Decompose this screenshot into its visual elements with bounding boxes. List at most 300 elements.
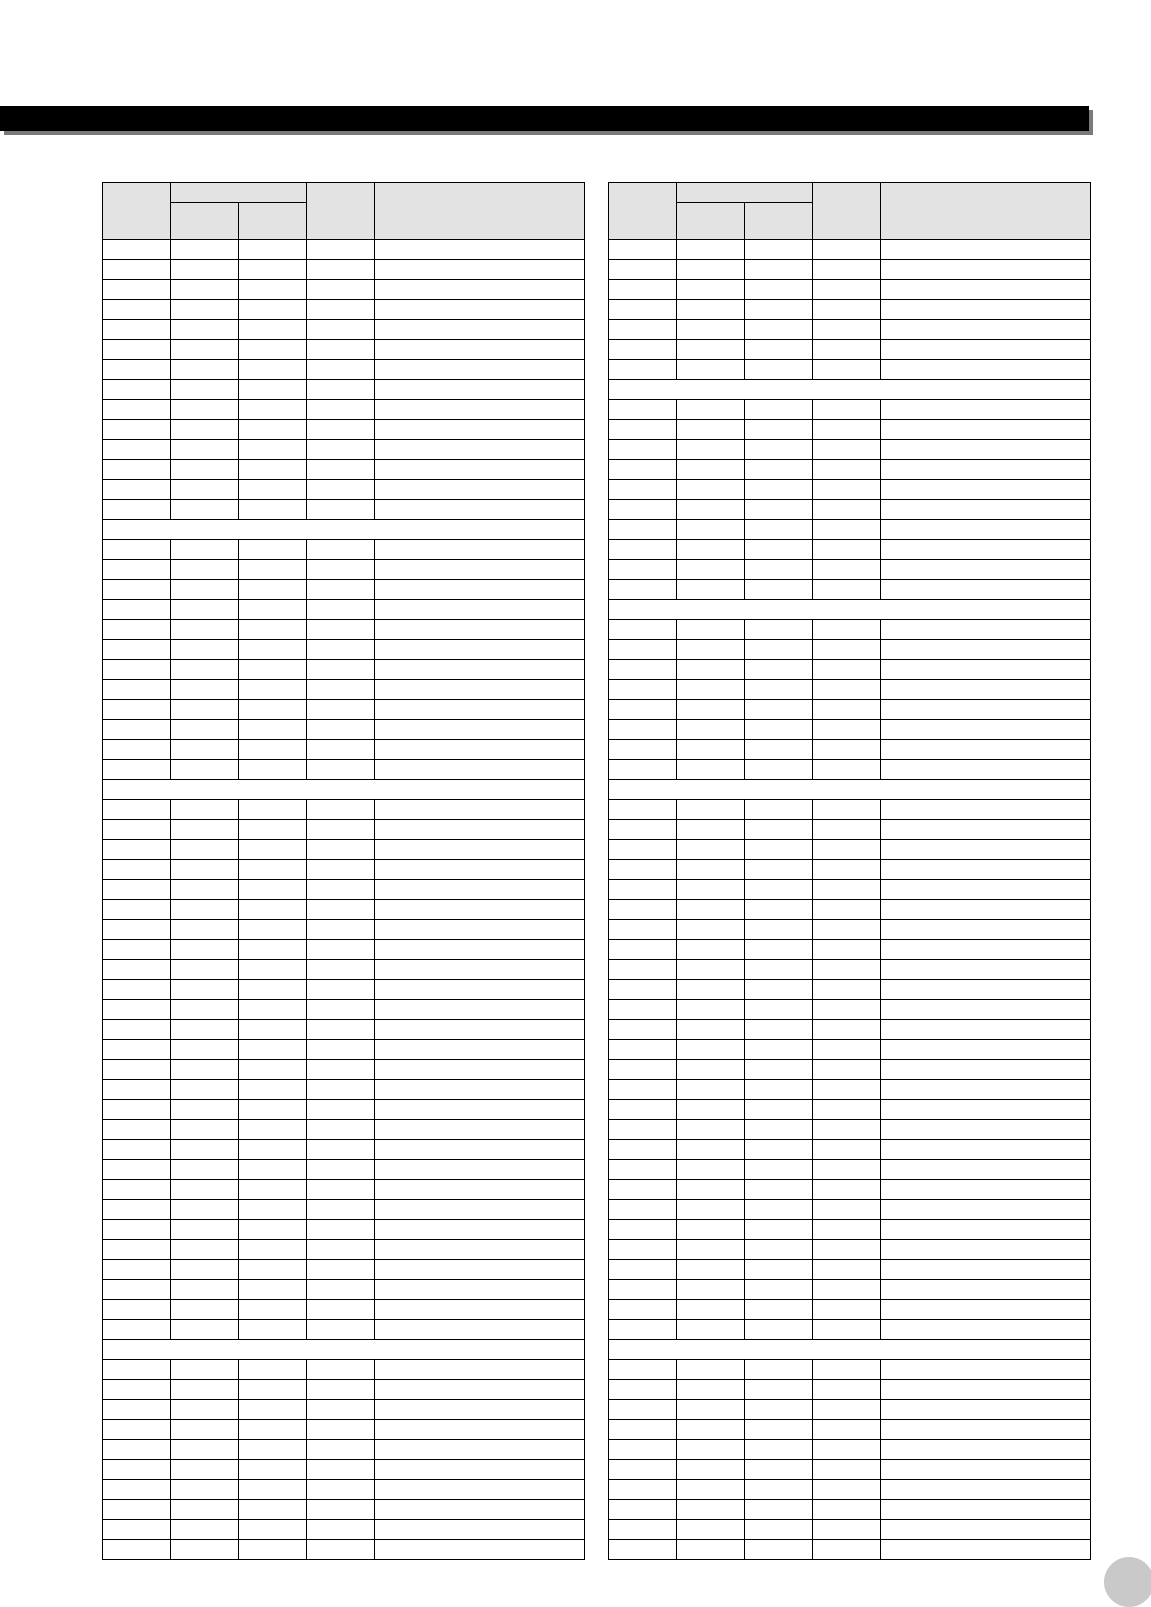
cell-program-change [813, 1480, 881, 1500]
cell-msb [171, 1060, 239, 1080]
table-row [103, 1420, 585, 1440]
cell-voice-name [881, 740, 1091, 760]
cell-lsb [745, 500, 813, 520]
table-row [103, 560, 585, 580]
table-row [103, 800, 585, 820]
cell-number [609, 860, 677, 880]
cell-program-change [307, 300, 375, 320]
cell-msb [171, 500, 239, 520]
cell-lsb [745, 920, 813, 940]
table-row [103, 740, 585, 760]
cell-number [103, 960, 171, 980]
cell-number [609, 1460, 677, 1480]
cell-msb [171, 460, 239, 480]
cell-number [103, 580, 171, 600]
cell-voice-name [881, 1060, 1091, 1080]
cell-lsb [239, 760, 307, 780]
table-row [103, 1200, 585, 1220]
table-row [609, 560, 1091, 580]
cell-lsb [745, 1480, 813, 1500]
cell-number [609, 560, 677, 580]
table-row [103, 320, 585, 340]
header-band [0, 106, 1089, 131]
cell-lsb [239, 940, 307, 960]
cell-msb [171, 580, 239, 600]
cell-lsb [239, 600, 307, 620]
cell-voice-name [375, 540, 585, 560]
cell-program-change [813, 420, 881, 440]
cell-number [103, 660, 171, 680]
cell-voice-name [375, 1500, 585, 1520]
cell-msb [171, 980, 239, 1000]
cell-voice-name [881, 340, 1091, 360]
cell-msb [677, 320, 745, 340]
cell-program-change [307, 440, 375, 460]
cell-msb [171, 1320, 239, 1340]
cell-voice-name [375, 280, 585, 300]
cell-lsb [745, 940, 813, 960]
cell-voice-name [881, 880, 1091, 900]
cell-program-change [813, 1400, 881, 1420]
cell-voice-name [375, 1280, 585, 1300]
table-row [103, 860, 585, 880]
cell-program-change [813, 700, 881, 720]
category-row [103, 780, 585, 800]
cell-voice-name [375, 1160, 585, 1180]
cell-program-change [813, 620, 881, 640]
cell-program-change [307, 560, 375, 580]
cell-voice-name [881, 1480, 1091, 1500]
cell-program-change [307, 1220, 375, 1240]
table-header [103, 183, 585, 240]
cell-msb [677, 1320, 745, 1340]
cell-program-change [813, 1040, 881, 1060]
cell-lsb [745, 1000, 813, 1020]
cell-program-change [307, 740, 375, 760]
cell-program-change [813, 340, 881, 360]
cell-lsb [745, 1180, 813, 1200]
cell-program-change [813, 740, 881, 760]
cell-program-change [813, 840, 881, 860]
cell-program-change [307, 720, 375, 740]
cell-msb [171, 1520, 239, 1540]
cell-number [609, 1480, 677, 1500]
column-header-bank-select [171, 183, 307, 203]
table-row [609, 760, 1091, 780]
cell-number [103, 940, 171, 960]
cell-lsb [745, 1400, 813, 1420]
cell-number [103, 1380, 171, 1400]
table-row [609, 400, 1091, 420]
table-row [103, 960, 585, 980]
cell-lsb [745, 240, 813, 260]
cell-voice-name [375, 1080, 585, 1100]
cell-lsb [239, 1380, 307, 1400]
cell-program-change [813, 1460, 881, 1480]
cell-number [103, 1040, 171, 1060]
cell-voice-name [881, 1020, 1091, 1040]
cell-lsb [745, 960, 813, 980]
cell-number [609, 1040, 677, 1060]
cell-number [609, 1400, 677, 1420]
table-row [609, 1240, 1091, 1260]
table-row [103, 500, 585, 520]
cell-number [103, 1320, 171, 1340]
cell-voice-name [375, 920, 585, 940]
cell-msb [677, 1040, 745, 1060]
cell-program-change [813, 800, 881, 820]
cell-program-change [307, 980, 375, 1000]
cell-lsb [239, 1440, 307, 1460]
cell-msb [171, 740, 239, 760]
cell-number [609, 520, 677, 540]
cell-number [103, 300, 171, 320]
table-row [103, 940, 585, 960]
cell-lsb [239, 1160, 307, 1180]
table-row [103, 1500, 585, 1520]
cell-msb [171, 1420, 239, 1440]
table-row [609, 580, 1091, 600]
cell-voice-name [881, 1280, 1091, 1300]
cell-lsb [239, 500, 307, 520]
table-row [609, 940, 1091, 960]
cell-voice-name [375, 1320, 585, 1340]
cell-msb [677, 1360, 745, 1380]
cell-program-change [307, 1160, 375, 1180]
cell-number [609, 840, 677, 860]
cell-voice-name [881, 840, 1091, 860]
cell-msb [171, 660, 239, 680]
table-row [609, 740, 1091, 760]
cell-program-change [307, 1420, 375, 1440]
cell-program-change [307, 360, 375, 380]
cell-number [609, 1440, 677, 1460]
cell-number [609, 1500, 677, 1520]
cell-lsb [745, 840, 813, 860]
cell-msb [171, 1100, 239, 1120]
cell-number [609, 1060, 677, 1080]
cell-number [103, 440, 171, 460]
cell-voice-name [375, 620, 585, 640]
cell-lsb [745, 980, 813, 1000]
table-row [609, 680, 1091, 700]
cell-number [609, 300, 677, 320]
cell-lsb [239, 1460, 307, 1480]
cell-msb [171, 1440, 239, 1460]
cell-number [609, 960, 677, 980]
cell-msb [171, 940, 239, 960]
cell-voice-name [881, 1180, 1091, 1200]
cell-voice-name [881, 1040, 1091, 1060]
table-row [103, 1180, 585, 1200]
category-label [103, 780, 585, 800]
table-row [103, 1300, 585, 1320]
cell-lsb [239, 1060, 307, 1080]
cell-program-change [813, 1440, 881, 1460]
cell-lsb [745, 1460, 813, 1480]
cell-number [609, 820, 677, 840]
cell-voice-name [881, 1400, 1091, 1420]
cell-number [103, 280, 171, 300]
table-row [609, 1400, 1091, 1420]
cell-program-change [813, 1420, 881, 1440]
table-row [609, 520, 1091, 540]
table-row [103, 580, 585, 600]
table-row [103, 360, 585, 380]
table-row [103, 1220, 585, 1240]
cell-msb [171, 860, 239, 880]
cell-msb [677, 560, 745, 580]
cell-program-change [813, 1240, 881, 1260]
cell-number [103, 1100, 171, 1120]
cell-program-change [813, 440, 881, 460]
cell-voice-name [375, 300, 585, 320]
cell-msb [171, 360, 239, 380]
cell-program-change [307, 240, 375, 260]
table-row [103, 280, 585, 300]
column-header-program-change [813, 183, 881, 240]
table-row [609, 300, 1091, 320]
cell-program-change [813, 760, 881, 780]
table-row [103, 1000, 585, 1020]
table-row [609, 880, 1091, 900]
cell-msb [171, 1200, 239, 1220]
cell-number [609, 420, 677, 440]
cell-program-change [307, 380, 375, 400]
cell-lsb [239, 640, 307, 660]
cell-msb [171, 920, 239, 940]
table-row [103, 300, 585, 320]
cell-number [609, 260, 677, 280]
cell-lsb [745, 1120, 813, 1140]
cell-voice-name [375, 1240, 585, 1260]
cell-msb [677, 960, 745, 980]
column-header-lsb [745, 203, 813, 240]
cell-voice-name [881, 540, 1091, 560]
table-row [609, 480, 1091, 500]
table-row [609, 1140, 1091, 1160]
cell-msb [171, 720, 239, 740]
cell-msb [677, 1400, 745, 1420]
cell-program-change [813, 520, 881, 540]
table-row [609, 1300, 1091, 1320]
cell-lsb [745, 720, 813, 740]
cell-program-change [813, 240, 881, 260]
cell-lsb [745, 820, 813, 840]
cell-number [609, 1200, 677, 1220]
cell-voice-name [375, 1120, 585, 1140]
table-row [103, 1480, 585, 1500]
cell-msb [677, 720, 745, 740]
table-row [609, 840, 1091, 860]
cell-msb [171, 840, 239, 860]
cell-number [103, 1460, 171, 1480]
cell-msb [677, 1220, 745, 1240]
cell-msb [677, 640, 745, 660]
cell-lsb [745, 1080, 813, 1100]
cell-program-change [307, 1440, 375, 1460]
cell-voice-name [881, 500, 1091, 520]
cell-lsb [745, 260, 813, 280]
cell-number [103, 1240, 171, 1260]
cell-voice-name [881, 360, 1091, 380]
table-row [103, 1120, 585, 1140]
cell-lsb [239, 680, 307, 700]
cell-voice-name [375, 820, 585, 840]
column-header-msb [677, 203, 745, 240]
table-row [609, 540, 1091, 560]
cell-voice-name [375, 1020, 585, 1040]
cell-msb [677, 900, 745, 920]
table-row [609, 1220, 1091, 1240]
cell-lsb [239, 820, 307, 840]
cell-program-change [307, 320, 375, 340]
cell-program-change [307, 940, 375, 960]
table-row [103, 1540, 585, 1560]
cell-msb [171, 240, 239, 260]
cell-program-change [307, 1240, 375, 1260]
cell-program-change [307, 1460, 375, 1480]
cell-lsb [239, 1500, 307, 1520]
cell-voice-name [881, 820, 1091, 840]
table-row [609, 1500, 1091, 1520]
table-row [609, 1120, 1091, 1140]
cell-program-change [813, 1300, 881, 1320]
cell-msb [677, 1540, 745, 1560]
cell-number [609, 740, 677, 760]
cell-program-change [813, 1280, 881, 1300]
cell-msb [677, 540, 745, 560]
cell-lsb [239, 380, 307, 400]
cell-voice-name [375, 1040, 585, 1060]
cell-msb [677, 1520, 745, 1540]
table-row [609, 700, 1091, 720]
cell-program-change [813, 1500, 881, 1520]
cell-lsb [239, 1020, 307, 1040]
table-row [103, 1360, 585, 1380]
table-row [609, 420, 1091, 440]
cell-msb [677, 580, 745, 600]
cell-program-change [813, 1540, 881, 1560]
cell-lsb [239, 1420, 307, 1440]
cell-program-change [307, 500, 375, 520]
cell-program-change [813, 300, 881, 320]
cell-voice-name [375, 1540, 585, 1560]
cell-number [609, 1180, 677, 1200]
cell-msb [171, 900, 239, 920]
cell-lsb [239, 720, 307, 740]
table-row [609, 1320, 1091, 1340]
cell-program-change [307, 1120, 375, 1140]
cell-number [609, 460, 677, 480]
cell-voice-name [375, 260, 585, 280]
cell-program-change [307, 880, 375, 900]
cell-program-change [813, 1520, 881, 1540]
cell-voice-name [375, 1440, 585, 1460]
cell-number [103, 540, 171, 560]
cell-lsb [745, 1020, 813, 1040]
cell-msb [171, 960, 239, 980]
cell-voice-name [375, 900, 585, 920]
cell-voice-name [881, 520, 1091, 540]
cell-lsb [745, 1060, 813, 1080]
cell-number [103, 740, 171, 760]
cell-program-change [307, 1000, 375, 1020]
cell-lsb [239, 240, 307, 260]
cell-number [609, 540, 677, 560]
cell-lsb [745, 440, 813, 460]
table-row [103, 240, 585, 260]
cell-number [103, 460, 171, 480]
cell-msb [171, 400, 239, 420]
cell-lsb [745, 760, 813, 780]
cell-lsb [239, 960, 307, 980]
cell-lsb [745, 1240, 813, 1260]
cell-number [103, 1140, 171, 1160]
cell-lsb [745, 580, 813, 600]
cell-voice-name [881, 940, 1091, 960]
cell-lsb [239, 1100, 307, 1120]
cell-msb [171, 1220, 239, 1240]
cell-program-change [307, 1540, 375, 1560]
cell-voice-name [881, 960, 1091, 980]
cell-voice-name [375, 420, 585, 440]
cell-number [609, 900, 677, 920]
cell-program-change [813, 720, 881, 740]
cell-msb [171, 300, 239, 320]
table-row [609, 1180, 1091, 1200]
cell-lsb [745, 700, 813, 720]
cell-number [609, 1420, 677, 1440]
cell-msb [677, 340, 745, 360]
cell-number [103, 620, 171, 640]
cell-voice-name [881, 1220, 1091, 1240]
table-row [103, 640, 585, 660]
cell-lsb [239, 300, 307, 320]
cell-program-change [307, 820, 375, 840]
cell-program-change [813, 320, 881, 340]
cell-msb [677, 740, 745, 760]
cell-voice-name [881, 700, 1091, 720]
cell-voice-name [881, 580, 1091, 600]
cell-program-change [813, 1000, 881, 1020]
cell-lsb [745, 900, 813, 920]
cell-msb [171, 1280, 239, 1300]
cell-lsb [239, 1180, 307, 1200]
cell-program-change [813, 1360, 881, 1380]
cell-number [103, 400, 171, 420]
cell-program-change [307, 460, 375, 480]
column-header-voice-name [375, 183, 585, 240]
cell-voice-name [375, 1260, 585, 1280]
cell-number [103, 1120, 171, 1140]
cell-number [609, 940, 677, 960]
cell-lsb [745, 340, 813, 360]
table-row [609, 1280, 1091, 1300]
cell-lsb [745, 1420, 813, 1440]
table-row [103, 540, 585, 560]
cell-number [609, 1260, 677, 1280]
cell-number [609, 660, 677, 680]
table-row [103, 380, 585, 400]
cell-program-change [813, 1260, 881, 1280]
cell-msb [171, 380, 239, 400]
cell-msb [677, 360, 745, 380]
cell-voice-name [375, 1300, 585, 1320]
cell-msb [677, 480, 745, 500]
cell-voice-name [375, 760, 585, 780]
table-row [609, 460, 1091, 480]
